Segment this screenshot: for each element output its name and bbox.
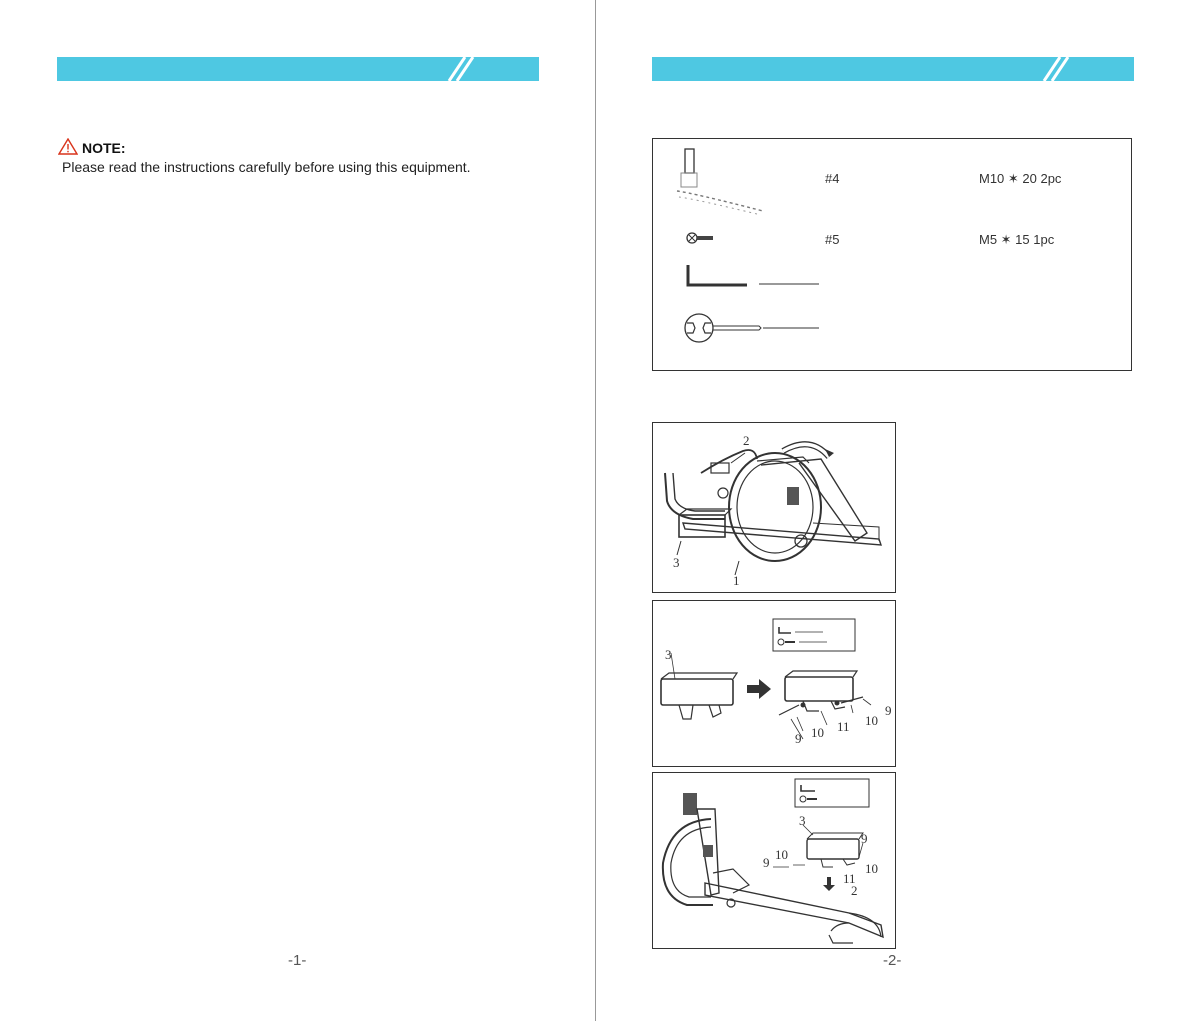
callout-label: 2 bbox=[851, 883, 858, 898]
part-id: #4 bbox=[825, 171, 840, 186]
assembly-figure-step2 bbox=[652, 600, 896, 767]
part-id: #5 bbox=[825, 232, 840, 247]
allen-key-icon bbox=[685, 263, 825, 294]
hardware-item bbox=[653, 263, 1131, 289]
seat-assembly-drawing bbox=[653, 601, 895, 766]
callout-label: 2 bbox=[743, 433, 750, 448]
hardware-item bbox=[653, 311, 1131, 345]
hardware-item bbox=[653, 147, 1131, 215]
safety-note bbox=[58, 138, 471, 175]
callout-label: 3 bbox=[799, 813, 806, 828]
callout-label: 3 bbox=[665, 647, 672, 662]
callout-label: 10 bbox=[811, 725, 824, 740]
note-text: Please read the instructions carefully before using this equipment. bbox=[62, 159, 471, 175]
note-heading: NOTE: bbox=[82, 140, 126, 156]
callout-label: 10 bbox=[865, 861, 878, 876]
wrench-icon bbox=[683, 311, 823, 350]
callout-label: 3 bbox=[673, 555, 680, 570]
part-spec: M10 ✶ 20 2pc bbox=[979, 171, 1062, 186]
bolt-icon bbox=[673, 147, 768, 220]
callout-label: 9 bbox=[795, 731, 802, 746]
part-spec: M5 ✶ 15 1pc bbox=[979, 232, 1055, 247]
header-band bbox=[57, 57, 539, 81]
right-page bbox=[596, 0, 1192, 1021]
warning-triangle-icon bbox=[58, 138, 78, 158]
rowing-machine-frame-drawing bbox=[653, 423, 895, 592]
hardware-list bbox=[652, 138, 1132, 371]
assembly-figure-step1 bbox=[652, 422, 896, 593]
callout-label: 1 bbox=[733, 573, 740, 588]
seat-to-rail-drawing bbox=[653, 773, 895, 948]
hardware-item bbox=[653, 227, 1131, 251]
callout-label: 9 bbox=[885, 703, 892, 718]
callout-label: 11 bbox=[837, 719, 850, 734]
callout-label: 10 bbox=[775, 847, 788, 862]
page-number: -2- bbox=[883, 952, 902, 969]
assembly-figure-step3 bbox=[652, 772, 896, 949]
screw-icon bbox=[683, 227, 717, 254]
page-number: -1- bbox=[288, 952, 307, 969]
callout-label: 10 bbox=[865, 713, 878, 728]
callout-label: 9 bbox=[861, 831, 868, 846]
header-band bbox=[652, 57, 1134, 81]
callout-label: 11 bbox=[843, 871, 856, 886]
callout-label: 9 bbox=[763, 855, 770, 870]
